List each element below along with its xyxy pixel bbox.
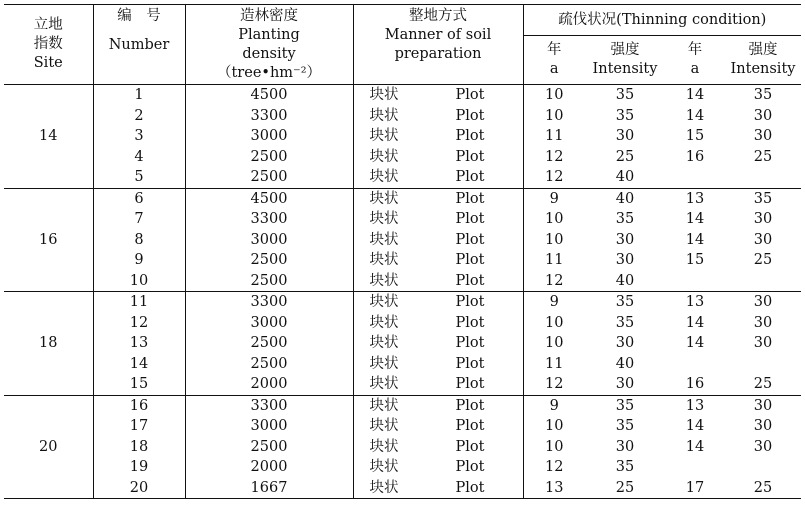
cell-year-2: 13: [665, 395, 725, 416]
cell-year-1: 10: [545, 418, 564, 434]
table-row: [4, 313, 801, 334]
header-sub-intensity-1-cn: 强度: [610, 42, 640, 58]
header-number-line-1: 编 号: [117, 8, 161, 24]
prep-en: Plot: [455, 107, 485, 124]
cell-number: 14: [93, 354, 185, 375]
header-density: [185, 5, 353, 85]
cell-density: 4500: [185, 188, 353, 209]
header-number-line-2: Number: [108, 37, 170, 53]
cell-prep: [353, 188, 523, 209]
cell-intensity-2: 30: [753, 314, 773, 331]
cell-density: 4500: [185, 85, 353, 106]
cell-year-1: 13: [523, 478, 585, 499]
cell-intensity-2: 30: [725, 292, 801, 313]
cell-intensity-1: 35: [615, 459, 635, 475]
table-header: [4, 5, 801, 85]
cell-year-1: 11: [545, 355, 564, 372]
cell-number: 7: [93, 209, 185, 230]
cell-prep: [353, 85, 523, 106]
prep-cn: 块状: [369, 459, 399, 475]
prep-cn: 块状: [369, 190, 399, 207]
cell-intensity-1: 35: [615, 107, 635, 124]
header-density-line-4: （tree•hm⁻²）: [216, 64, 322, 81]
cell-site: 18: [4, 292, 93, 396]
cell-intensity-1: 30: [615, 128, 635, 144]
prep-cn: 块状: [369, 169, 399, 185]
cell-prep: [353, 230, 523, 251]
cell-intensity-2: 30: [753, 418, 773, 434]
cell-year-1: 10: [545, 231, 564, 248]
cell-number: 13: [93, 333, 185, 354]
cell-intensity-2: 30: [725, 395, 801, 416]
cell-intensity-2: [725, 354, 801, 375]
cell-intensity-1: 35: [585, 85, 665, 106]
cell-intensity-2: 30: [753, 128, 773, 144]
cell-prep: [353, 167, 523, 188]
cell-year-1: 10: [523, 85, 585, 106]
cell-number: 16: [93, 395, 185, 416]
cell-number: 12: [93, 313, 185, 334]
cell-intensity-1: 30: [615, 252, 635, 268]
cell-intensity-1: 35: [615, 211, 635, 227]
cell-year-2: [665, 271, 725, 292]
table-row: [4, 126, 801, 147]
cell-intensity-1: 35: [585, 395, 665, 416]
header-prep-line-1: 整地方式: [409, 8, 467, 24]
cell-year-1: 10: [545, 335, 564, 351]
header-density-line-3: density: [242, 45, 296, 62]
header-sub-intensity-2-en: Intensity: [730, 61, 796, 77]
prep-cn: 块状: [369, 438, 399, 455]
cell-intensity-2: 30: [753, 438, 773, 455]
cell-intensity-1: 40: [615, 355, 635, 372]
table-row: [4, 437, 801, 458]
prep-cn: 块状: [369, 107, 399, 124]
prep-en: Plot: [455, 335, 485, 351]
prep-en: Plot: [455, 231, 485, 248]
cell-density: 1667: [185, 478, 353, 499]
cell-density: 2500: [185, 354, 353, 375]
prep-en: Plot: [455, 169, 485, 185]
cell-density: 2500: [185, 147, 353, 168]
prep-en: Plot: [455, 479, 485, 496]
cell-number: 15: [93, 374, 185, 395]
cell-number: 10: [93, 271, 185, 292]
prep-en: Plot: [455, 211, 485, 227]
cell-year-2: 13: [665, 188, 725, 209]
table-row: [4, 354, 801, 375]
prep-en: Plot: [455, 128, 485, 144]
prep-cn: 块状: [369, 397, 399, 414]
cell-intensity-1: 30: [615, 335, 635, 351]
header-density-line-2: Planting: [238, 26, 300, 43]
cell-number: 9: [93, 250, 185, 271]
cell-number: 18: [93, 437, 185, 458]
header-site-line-1: 立地: [33, 17, 63, 33]
cell-number: 2: [93, 106, 185, 127]
cell-prep: [353, 333, 523, 354]
prep-en: Plot: [455, 314, 485, 331]
cell-intensity-1: 30: [615, 231, 635, 248]
cell-density: 3000: [185, 230, 353, 251]
cell-prep: [353, 271, 523, 292]
prep-cn: 块状: [369, 355, 399, 372]
cell-number: 20: [93, 478, 185, 499]
header-sub-year-2: [665, 36, 725, 85]
cell-intensity-1: 40: [585, 188, 665, 209]
cell-year-2: 14: [665, 85, 725, 106]
prep-en: Plot: [455, 190, 485, 207]
cell-intensity-1: 40: [615, 272, 635, 289]
cell-year-1: 10: [545, 211, 564, 227]
cell-number: 8: [93, 230, 185, 251]
header-sub-year-2-en: a: [690, 61, 700, 77]
cell-year-2: 15: [685, 252, 705, 268]
cell-density: 3300: [185, 395, 353, 416]
prep-cn: 块状: [369, 335, 399, 351]
cell-intensity-2: 25: [725, 478, 801, 499]
header-sub-year-1-en: a: [549, 61, 559, 77]
cell-number: 6: [93, 188, 185, 209]
header-prep: [353, 5, 523, 85]
table-row: [4, 395, 801, 416]
cell-year-2: 14: [685, 438, 705, 455]
cell-year-2: 16: [685, 376, 705, 392]
cell-density: 3300: [185, 209, 353, 230]
cell-prep: [353, 292, 523, 313]
prep-en: Plot: [455, 459, 485, 475]
cell-prep: [353, 250, 523, 271]
cell-year-1: 9: [523, 395, 585, 416]
header-sub-intensity-2: [725, 36, 801, 85]
cell-intensity-2: 30: [753, 211, 773, 227]
header-thinning: 疏伐状况(Thinning condition): [523, 5, 801, 36]
table-row: [4, 230, 801, 251]
cell-year-1: 9: [523, 188, 585, 209]
prep-en: Plot: [455, 272, 485, 289]
table-row: [4, 333, 801, 354]
table-row: [4, 478, 801, 499]
table-row: [4, 106, 801, 127]
header-sub-year-2-cn: 年: [687, 42, 703, 58]
cell-year-2: [665, 354, 725, 375]
cell-year-1: 11: [545, 252, 564, 268]
prep-cn: 块状: [369, 294, 399, 310]
cell-year-1: 11: [545, 128, 564, 144]
cell-intensity-2: 30: [753, 231, 773, 248]
prep-cn: 块状: [369, 314, 399, 331]
cell-density: 3000: [185, 313, 353, 334]
cell-prep: [353, 354, 523, 375]
cell-intensity-2: 25: [753, 252, 773, 268]
cell-year-2: 13: [665, 292, 725, 313]
cell-number: 1: [93, 85, 185, 106]
cell-intensity-1: 30: [615, 376, 635, 392]
prep-en: Plot: [455, 294, 485, 310]
header-sub-intensity-2-cn: 强度: [748, 42, 778, 58]
prep-cn: 块状: [369, 376, 399, 392]
cell-intensity-1: 30: [615, 438, 635, 455]
cell-year-1: 9: [523, 292, 585, 313]
cell-prep: [353, 126, 523, 147]
cell-prep: [353, 374, 523, 395]
cell-intensity-2: 35: [725, 188, 801, 209]
cell-density: 2000: [185, 374, 353, 395]
table-row: [4, 188, 801, 209]
cell-intensity-2: 25: [753, 376, 773, 392]
cell-year-2: 14: [685, 107, 705, 124]
cell-year-2: [665, 457, 725, 478]
cell-density: 2000: [185, 457, 353, 478]
header-sub-year-1: [523, 36, 585, 85]
cell-year-2: 16: [685, 148, 705, 165]
cell-intensity-1: 25: [615, 148, 635, 165]
cell-density: 3300: [185, 106, 353, 127]
cell-year-1: 10: [545, 438, 564, 455]
cell-number: 5: [93, 167, 185, 188]
cell-number: 19: [93, 457, 185, 478]
prep-cn: 块状: [369, 148, 399, 165]
cell-prep: [353, 437, 523, 458]
cell-number: 11: [93, 292, 185, 313]
cell-year-2: 14: [685, 211, 705, 227]
cell-intensity-2: 25: [753, 148, 773, 165]
cell-year-2: 14: [685, 418, 705, 434]
cell-density: 2500: [185, 333, 353, 354]
table-row: [4, 292, 801, 313]
prep-en: Plot: [455, 397, 485, 414]
cell-intensity-2: 35: [725, 85, 801, 106]
header-site-line-3: Site: [33, 55, 63, 71]
table-row: [4, 374, 801, 395]
cell-intensity-1: 40: [615, 169, 635, 185]
cell-density: 3000: [185, 416, 353, 437]
cell-year-2: 14: [685, 314, 705, 331]
cell-intensity-1: 25: [585, 478, 665, 499]
header-site-line-2: 指数: [33, 36, 63, 52]
cell-prep: [353, 209, 523, 230]
cell-intensity-1: 35: [615, 314, 635, 331]
cell-year-1: 12: [545, 376, 564, 392]
table-row: [4, 167, 801, 188]
cell-prep: [353, 478, 523, 499]
cell-prep: [353, 416, 523, 437]
cell-year-1: 12: [545, 169, 564, 185]
cell-density: 2500: [185, 167, 353, 188]
table-body: [4, 85, 801, 499]
header-site: [4, 5, 93, 85]
prep-en: Plot: [455, 87, 485, 103]
cell-year-2: 15: [685, 128, 705, 144]
prep-en: Plot: [455, 438, 485, 455]
cell-intensity-2: 30: [753, 335, 773, 351]
cell-density: 3000: [185, 126, 353, 147]
cell-prep: [353, 457, 523, 478]
cell-prep: [353, 313, 523, 334]
prep-cn: 块状: [369, 211, 399, 227]
prep-cn: 块状: [369, 87, 399, 103]
prep-en: Plot: [455, 418, 485, 434]
table-row: [4, 209, 801, 230]
cell-number: 4: [93, 147, 185, 168]
cell-density: 3300: [185, 292, 353, 313]
cell-density: 2500: [185, 250, 353, 271]
cell-site: 20: [4, 395, 93, 499]
prep-cn: 块状: [369, 128, 399, 144]
table-row: [4, 416, 801, 437]
cell-year-1: 10: [545, 107, 564, 124]
cell-number: 17: [93, 416, 185, 437]
cell-year-1: 12: [545, 148, 564, 165]
cell-number: 3: [93, 126, 185, 147]
cell-year-2: 14: [685, 335, 705, 351]
cell-year-2: 14: [685, 231, 705, 248]
cell-year-2: 17: [665, 478, 725, 499]
prep-cn: 块状: [369, 252, 399, 268]
cell-prep: [353, 147, 523, 168]
cell-intensity-2: [725, 271, 801, 292]
cell-site: 14: [4, 85, 93, 189]
prep-en: Plot: [455, 355, 485, 372]
header-number: [93, 5, 185, 85]
prep-cn: 块状: [369, 418, 399, 434]
table-row: [4, 250, 801, 271]
prep-cn: 块状: [369, 479, 399, 496]
header-sub-intensity-1-en: Intensity: [592, 61, 658, 77]
header-sub-intensity-1: [585, 36, 665, 85]
table-row: [4, 147, 801, 168]
header-prep-line-2: Manner of soil: [384, 27, 492, 43]
header-density-line-1: 造林密度: [240, 7, 298, 24]
header-sub-year-1-cn: 年: [547, 42, 562, 58]
cell-intensity-1: 35: [615, 418, 635, 434]
cell-density: 2500: [185, 271, 353, 292]
table-row: [4, 271, 801, 292]
header-prep-line-3: preparation: [394, 46, 482, 62]
cell-year-2: [665, 167, 725, 188]
prep-en: Plot: [455, 148, 485, 165]
prep-en: Plot: [455, 376, 485, 392]
cell-site: 16: [4, 188, 93, 292]
cell-intensity-2: [725, 167, 801, 188]
cell-density: 2500: [185, 437, 353, 458]
table-row: [4, 457, 801, 478]
prep-cn: 块状: [369, 272, 399, 289]
cell-intensity-2: [725, 457, 801, 478]
cell-prep: [353, 395, 523, 416]
cell-year-1: 10: [545, 314, 564, 331]
cell-year-1: 12: [545, 272, 564, 289]
cell-prep: [353, 106, 523, 127]
prep-en: Plot: [455, 252, 485, 268]
cell-year-1: 12: [545, 459, 564, 475]
prep-cn: 块状: [369, 231, 399, 248]
thinning-table: [4, 4, 801, 499]
cell-intensity-1: 35: [585, 292, 665, 313]
cell-intensity-2: 30: [753, 107, 773, 124]
table-row: [4, 85, 801, 106]
